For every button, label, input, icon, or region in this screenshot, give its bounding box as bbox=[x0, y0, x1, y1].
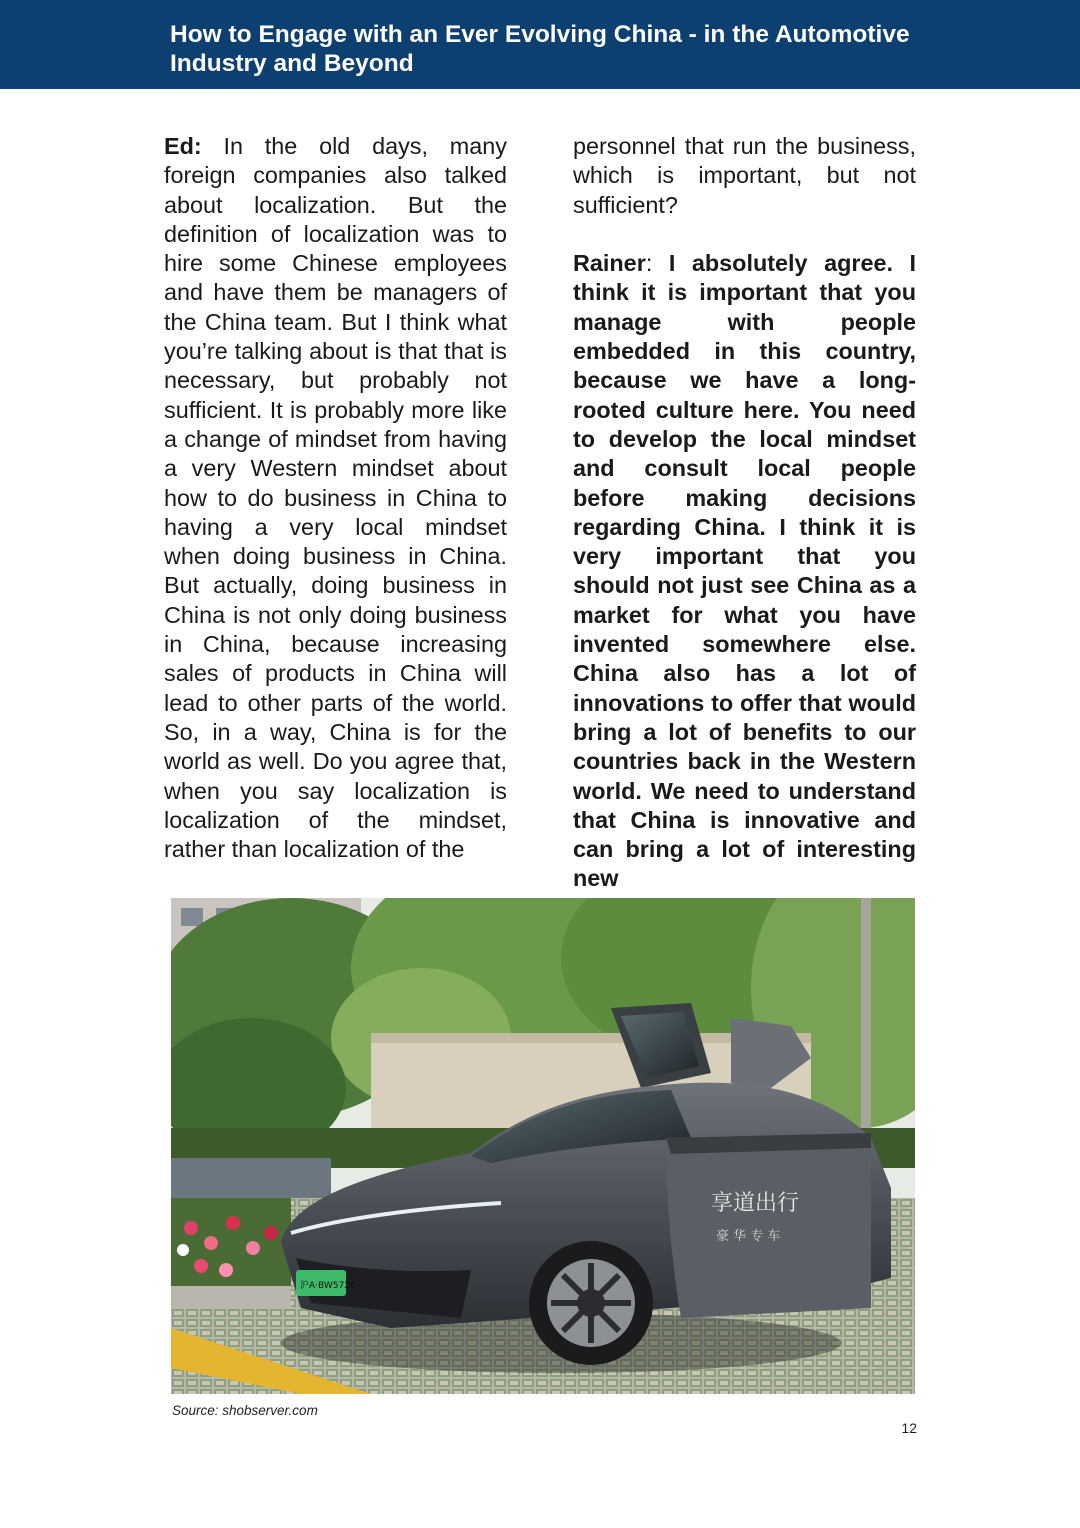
ed-question-text: In the old days, many foreign companies also talked about localization. But the definition of localization was to hire some Chinese employees and have them be managers of the China team. But I think what you’re talking about is that that is necessary, but probably not sufficient. It is probably more like a change of mindset from having a very Western mindset about how to do business in China to having a very local mindset when doing business in China. But actually, doing business in China is not only doing business in China, because increasing sales of products in China will lead to other parts of the world. So, in a way, China is for the world as well. Do you agree that, when you say localization is localization of the mindset, rather than localization of the bbox=[164, 133, 507, 863]
flower-bed bbox=[171, 1198, 291, 1308]
page-header bbox=[0, 0, 1080, 89]
right-text-column bbox=[573, 132, 916, 894]
ed-question-paragraph bbox=[164, 132, 507, 864]
photo-illustration bbox=[171, 898, 915, 1394]
photo-source-caption: Source: shobserver.com bbox=[172, 1403, 318, 1418]
speaker-ed: Ed: bbox=[164, 133, 202, 159]
speaker-colon: : bbox=[645, 250, 653, 277]
door-logo: 享道出行 bbox=[711, 1191, 800, 1216]
title-line-2: Industry and Beyond bbox=[170, 50, 414, 77]
door-subtext: 豪 华 专 车 bbox=[716, 1229, 781, 1244]
electric-car-photo bbox=[171, 898, 915, 1394]
speaker-rainer: Rainer bbox=[573, 250, 646, 277]
paragraph-gap bbox=[573, 220, 916, 249]
license-plate-text: 沪A·BW5726 bbox=[300, 1281, 356, 1291]
document-title bbox=[170, 20, 1050, 78]
rainer-answer-text: I absolutely agree. I think it is important that you manage with people embedded in this country, because we have a long-rooted culture here. You need to develop the local mindset and consult local people before making decisions regarding China. I think it is very important that you should not just see China as a market for what you have invented somewhere else. China also has a lot of innovations to offer that would bring a lot of benefits to our countries back in the Western world. We need to understand that China is innovative and can bring a lot of interesting new bbox=[573, 250, 916, 892]
ed-question-continuation: personnel that run the business, which is important, but not sufficient? bbox=[573, 133, 916, 218]
rainer-answer-paragraph bbox=[573, 249, 916, 894]
page-number: 12 bbox=[901, 1420, 917, 1436]
title-line-1: How to Engage with an Ever Evolving China - in the Automotive bbox=[170, 21, 910, 48]
left-text-column bbox=[164, 132, 507, 864]
